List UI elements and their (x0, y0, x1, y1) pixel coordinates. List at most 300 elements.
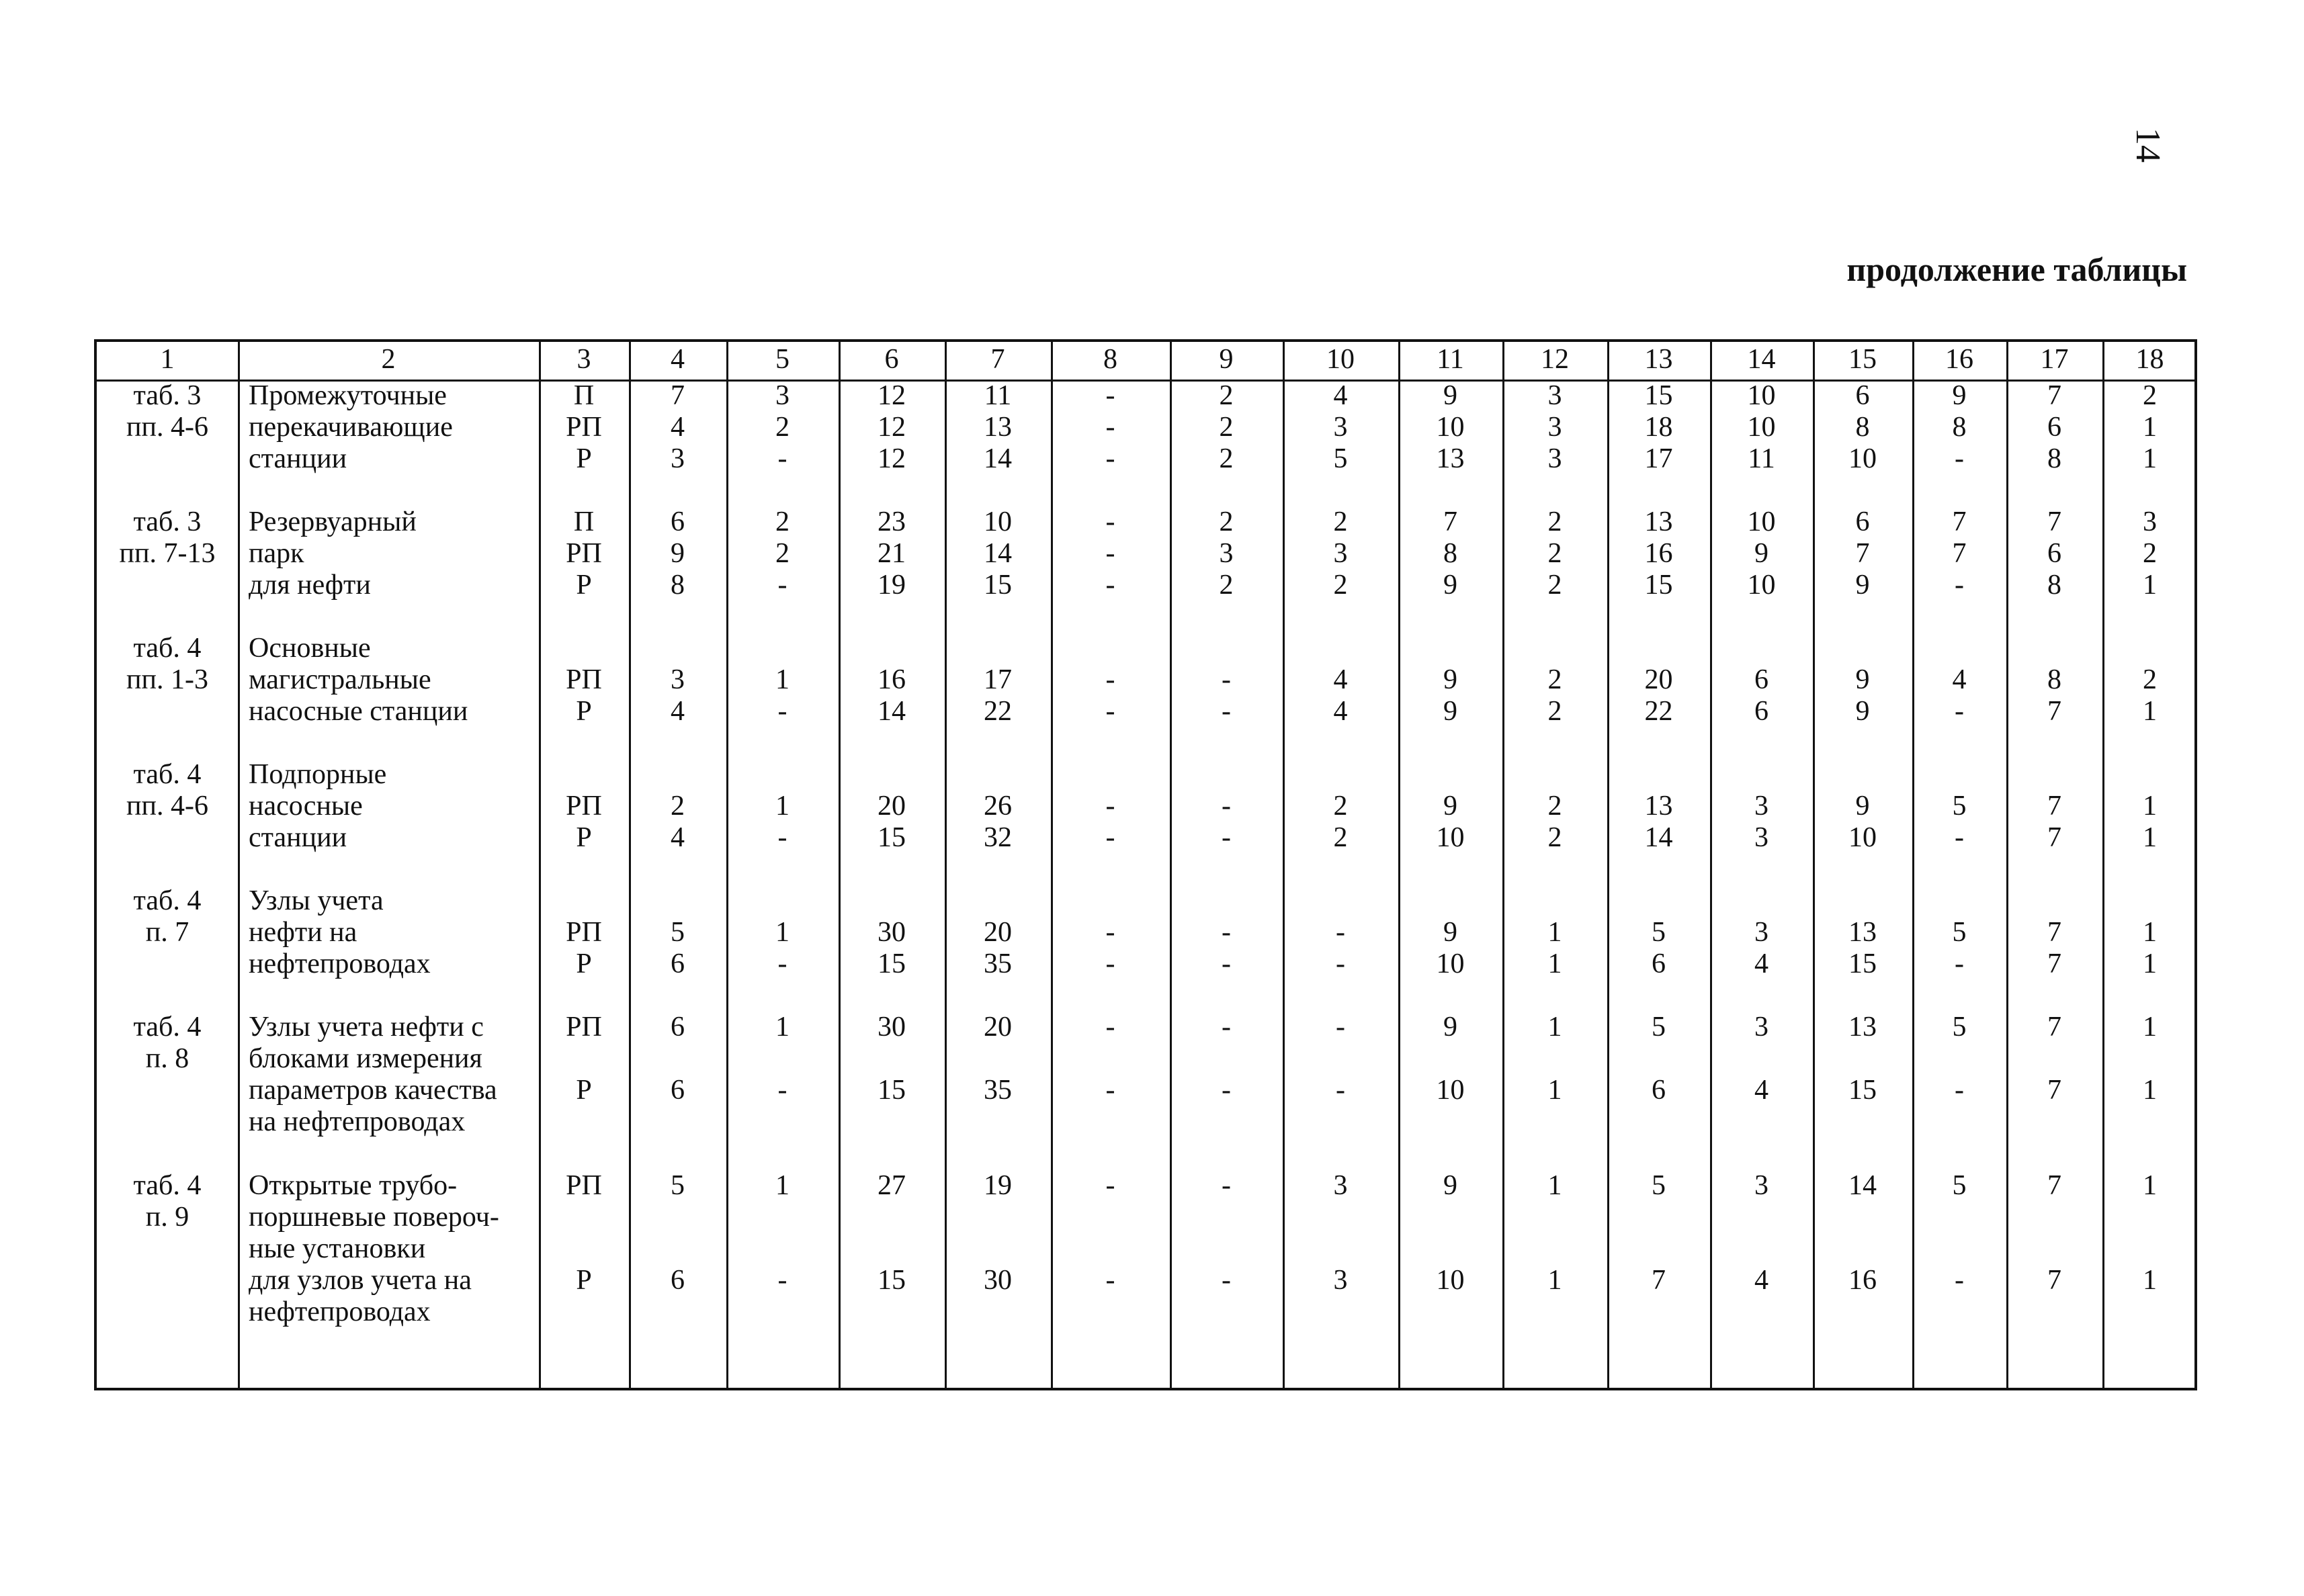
cell-value: 3 (1754, 791, 1768, 822)
column-divider (726, 342, 728, 1388)
cell-value: 15 (878, 822, 906, 853)
column-divider (2006, 342, 2008, 1388)
cell-value: 7 (2047, 822, 2061, 853)
column-header: 7 (990, 344, 1005, 375)
row-name: насосные станции (249, 696, 468, 727)
cell-value: 9 (1443, 380, 1457, 411)
cell-value: 14 (1848, 1170, 1877, 1201)
cell-value: 5 (1652, 917, 1666, 948)
row-ref: пп. 4-6 (126, 412, 208, 443)
cell-value: 7 (2047, 948, 2061, 979)
cell-value: 6 (671, 1265, 685, 1296)
cell-value: - (1105, 380, 1115, 411)
cell-value: 9 (1443, 1012, 1457, 1043)
cell-value: 9 (1443, 696, 1457, 727)
row-code: Р (576, 1075, 592, 1106)
column-divider (945, 342, 947, 1388)
cell-value: 6 (1754, 696, 1768, 727)
row-name: Резервуарный (249, 506, 417, 537)
cell-value: 1 (775, 664, 790, 695)
row-code: РП (566, 412, 602, 443)
cell-value: 20 (878, 791, 906, 822)
row-ref: таб. 4 (133, 1012, 202, 1043)
column-header: 17 (2040, 344, 2069, 375)
row-name: магистральные (249, 664, 431, 695)
cell-value: 18 (1644, 412, 1673, 443)
row-code: РП (566, 1012, 602, 1043)
row-code: Р (576, 1265, 592, 1296)
cell-value: 5 (1652, 1012, 1666, 1043)
cell-value: 1 (775, 1170, 790, 1201)
cell-value: 7 (1952, 506, 1967, 537)
cell-value: - (1955, 1075, 1964, 1106)
cell-value: 3 (1333, 1265, 1348, 1296)
cell-value: 2 (1219, 570, 1234, 601)
cell-value: 1 (2143, 696, 2157, 727)
cell-value: 2 (1333, 506, 1348, 537)
cell-value: 13 (1436, 443, 1465, 474)
cell-value: 1 (2143, 443, 2157, 474)
row-code: Р (576, 570, 592, 601)
column-header: 9 (1219, 344, 1234, 375)
cell-value: 30 (878, 917, 906, 948)
cell-value: - (777, 948, 787, 979)
cell-value: 2 (1333, 570, 1348, 601)
cell-value: 6 (2047, 412, 2061, 443)
cell-value: - (1222, 664, 1231, 695)
cell-value: - (1105, 538, 1115, 569)
row-code: РП (566, 791, 602, 822)
cell-value: - (1105, 1265, 1115, 1296)
cell-value: - (1222, 1265, 1231, 1296)
cell-value: 15 (1848, 1075, 1877, 1106)
cell-value: 6 (1754, 664, 1768, 695)
cell-value: 3 (1219, 538, 1234, 569)
cell-value: 5 (1652, 1170, 1666, 1201)
cell-value: - (777, 1265, 787, 1296)
cell-value: 1 (775, 917, 790, 948)
cell-value: 19 (878, 570, 906, 601)
cell-value: 13 (1644, 506, 1673, 537)
column-divider (1710, 342, 1712, 1388)
cell-value: 20 (984, 1012, 1012, 1043)
cell-value: - (1222, 822, 1231, 853)
row-code: Р (576, 948, 592, 979)
cell-value: 10 (1436, 1265, 1465, 1296)
column-header: 1 (160, 344, 175, 375)
row-name: нефтепроводах (249, 948, 431, 979)
row-code: РП (566, 917, 602, 948)
continuation-title: продолжение таблицы (1846, 251, 2187, 288)
cell-value: 7 (2047, 791, 2061, 822)
row-name: Подпорные (249, 759, 387, 790)
row-ref: таб. 4 (133, 633, 202, 664)
row-ref: п. 9 (145, 1202, 189, 1233)
cell-value: 2 (1219, 412, 1234, 443)
cell-value: 10 (1848, 822, 1877, 853)
column-header: 3 (577, 344, 591, 375)
cell-value: 16 (1644, 538, 1673, 569)
cell-value: 1 (1547, 917, 1562, 948)
cell-value: 10 (1747, 506, 1776, 537)
cell-value: 13 (984, 412, 1012, 443)
cell-value: 6 (1652, 1075, 1666, 1106)
cell-value: 2 (1547, 791, 1562, 822)
cell-value: 6 (671, 1012, 685, 1043)
cell-value: 8 (2047, 443, 2061, 474)
cell-value: 35 (984, 948, 1012, 979)
cell-value: 2 (1547, 822, 1562, 853)
cell-value: 1 (775, 791, 790, 822)
cell-value: 2 (1219, 380, 1234, 411)
cell-value: - (1222, 1170, 1231, 1201)
cell-value: - (1336, 917, 1345, 948)
cell-value: 2 (1547, 538, 1562, 569)
cell-value: 1 (2143, 1170, 2157, 1201)
cell-value: 3 (671, 443, 685, 474)
row-name: для нефти (249, 570, 371, 601)
cell-value: 8 (2047, 664, 2061, 695)
cell-value: - (777, 1075, 787, 1106)
cell-value: 8 (671, 570, 685, 601)
cell-value: - (1105, 443, 1115, 474)
cell-value: - (1222, 1012, 1231, 1043)
cell-value: - (1105, 948, 1115, 979)
cell-value: 23 (878, 506, 906, 537)
cell-value: 15 (984, 570, 1012, 601)
row-name: Промежуточные (249, 380, 447, 411)
cell-value: 4 (1754, 1265, 1768, 1296)
cell-value: 8 (1952, 412, 1967, 443)
cell-value: 12 (878, 443, 906, 474)
cell-value: - (1955, 1265, 1964, 1296)
cell-value: 2 (1547, 696, 1562, 727)
cell-value: 4 (1754, 1075, 1768, 1106)
row-code: П (573, 380, 595, 411)
cell-value: 17 (1644, 443, 1673, 474)
cell-value: 10 (1747, 380, 1776, 411)
cell-value: 10 (1436, 412, 1465, 443)
cell-value: 2 (2143, 664, 2157, 695)
row-name: Узлы учета нефти с (249, 1012, 484, 1043)
row-code: РП (566, 1170, 602, 1201)
row-ref: п. 8 (145, 1043, 189, 1074)
row-name: насосные (249, 791, 363, 822)
row-name: Основные (249, 633, 371, 664)
cell-value: 7 (2047, 1012, 2061, 1043)
column-header: 14 (1747, 344, 1776, 375)
cell-value: 12 (878, 412, 906, 443)
row-name: парк (249, 538, 304, 569)
row-name: для узлов учета на (249, 1265, 472, 1296)
cell-value: 22 (984, 696, 1012, 727)
cell-value: 8 (1855, 412, 1870, 443)
cell-value: 10 (984, 506, 1012, 537)
cell-value: 15 (1644, 570, 1673, 601)
row-ref: таб. 4 (133, 885, 202, 916)
cell-value: 1 (1547, 1075, 1562, 1106)
cell-value: - (777, 822, 787, 853)
cell-value: 5 (1952, 917, 1967, 948)
cell-value: - (1222, 1075, 1231, 1106)
cell-value: 10 (1747, 412, 1776, 443)
cell-value: 16 (878, 664, 906, 695)
cell-value: 1 (2143, 570, 2157, 601)
cell-value: 3 (1547, 380, 1562, 411)
row-code: Р (576, 822, 592, 853)
cell-value: 1 (2143, 917, 2157, 948)
cell-value: 3 (1754, 917, 1768, 948)
cell-value: 1 (2143, 1265, 2157, 1296)
cell-value: 21 (878, 538, 906, 569)
cell-value: 2 (1333, 822, 1348, 853)
cell-value: 1 (2143, 1012, 2157, 1043)
cell-value: 10 (1436, 948, 1465, 979)
cell-value: - (777, 570, 787, 601)
cell-value: 5 (1952, 1012, 1967, 1043)
cell-value: 15 (1848, 948, 1877, 979)
row-name: параметров качества (249, 1075, 497, 1106)
cell-value: 10 (1848, 443, 1877, 474)
row-code: РП (566, 538, 602, 569)
cell-value: - (1222, 917, 1231, 948)
cell-value: 9 (1952, 380, 1967, 411)
row-name: станции (249, 443, 347, 474)
row-ref: таб. 4 (133, 1170, 202, 1201)
row-ref: пп. 1-3 (126, 664, 208, 695)
column-divider (1502, 342, 1504, 1388)
cell-value: 3 (775, 380, 790, 411)
cell-value: 2 (1333, 791, 1348, 822)
column-divider (1283, 342, 1285, 1388)
cell-value: 30 (984, 1265, 1012, 1296)
cell-value: 2 (2143, 538, 2157, 569)
cell-value: 4 (671, 696, 685, 727)
column-divider (1912, 342, 1914, 1388)
column-divider (1170, 342, 1172, 1388)
cell-value: 4 (1952, 664, 1967, 695)
cell-value: - (1105, 664, 1115, 695)
cell-value: 9 (1443, 1170, 1457, 1201)
cell-value: 3 (1333, 412, 1348, 443)
cell-value: - (1336, 1075, 1345, 1106)
row-name: блоками измерения (249, 1043, 482, 1074)
cell-value: 14 (878, 696, 906, 727)
cell-value: 3 (1547, 443, 1562, 474)
cell-value: 26 (984, 791, 1012, 822)
cell-value: 2 (1547, 664, 1562, 695)
cell-value: 15 (878, 1265, 906, 1296)
cell-value: 7 (671, 380, 685, 411)
row-ref: таб. 4 (133, 759, 202, 790)
cell-value: 1 (1547, 1170, 1562, 1201)
column-header: 18 (2135, 344, 2164, 375)
cell-value: 1 (1547, 948, 1562, 979)
cell-value: 1 (2143, 412, 2157, 443)
cell-value: 6 (1855, 506, 1870, 537)
cell-value: 10 (1436, 1075, 1465, 1106)
cell-value: 6 (671, 948, 685, 979)
cell-value: 3 (671, 664, 685, 695)
cell-value: 4 (671, 822, 685, 853)
cell-value: - (1222, 948, 1231, 979)
column-header: 13 (1644, 344, 1673, 375)
page-number: 14 (2129, 128, 2167, 163)
cell-value: 9 (1855, 664, 1870, 695)
cell-value: - (1955, 696, 1964, 727)
cell-value: 15 (878, 948, 906, 979)
row-ref: таб. 3 (133, 380, 202, 411)
cell-value: 4 (1333, 664, 1348, 695)
cell-value: 6 (671, 1075, 685, 1106)
cell-value: 1 (1547, 1012, 1562, 1043)
cell-value: - (1105, 791, 1115, 822)
cell-value: 7 (2047, 1265, 2061, 1296)
cell-value: 1 (2143, 791, 2157, 822)
cell-value: 16 (1848, 1265, 1877, 1296)
row-name: ные установки (249, 1233, 426, 1264)
row-code: Р (576, 443, 592, 474)
cell-value: - (777, 443, 787, 474)
cell-value: 2 (1219, 506, 1234, 537)
column-divider (238, 342, 240, 1388)
cell-value: 14 (984, 538, 1012, 569)
cell-value: 10 (1436, 822, 1465, 853)
cell-value: 7 (2047, 696, 2061, 727)
cell-value: 9 (1443, 791, 1457, 822)
cell-value: 5 (671, 1170, 685, 1201)
cell-value: 7 (2047, 1170, 2061, 1201)
cell-value: 14 (1644, 822, 1673, 853)
cell-value: 2 (775, 506, 790, 537)
cell-value: 9 (1855, 696, 1870, 727)
cell-value: 9 (1443, 664, 1457, 695)
cell-value: 1 (2143, 948, 2157, 979)
cell-value: 7 (2047, 917, 2061, 948)
cell-value: 7 (2047, 1075, 2061, 1106)
cell-value: 2 (2143, 380, 2157, 411)
row-name: Открытые трубо- (249, 1170, 458, 1201)
column-divider (629, 342, 631, 1388)
cell-value: 20 (1644, 664, 1673, 695)
cell-value: - (1105, 506, 1115, 537)
cell-value: 2 (1219, 443, 1234, 474)
column-header: 12 (1541, 344, 1569, 375)
cell-value: 12 (878, 380, 906, 411)
cell-value: - (1105, 1012, 1115, 1043)
cell-value: - (1955, 570, 1964, 601)
column-divider (1813, 342, 1815, 1388)
cell-value: 17 (984, 664, 1012, 695)
cell-value: 5 (1333, 443, 1348, 474)
column-header: 2 (381, 344, 396, 375)
column-divider (1398, 342, 1400, 1388)
cell-value: 8 (2047, 570, 2061, 601)
cell-value: 4 (671, 412, 685, 443)
cell-value: 5 (671, 917, 685, 948)
cell-value: - (1222, 696, 1231, 727)
column-divider (839, 342, 841, 1388)
row-name: поршневые повероч- (249, 1202, 499, 1233)
cell-value: 13 (1848, 1012, 1877, 1043)
row-name: нефтепроводах (249, 1296, 431, 1327)
cell-value: 4 (1333, 696, 1348, 727)
column-header: 15 (1848, 344, 1877, 375)
row-ref: п. 7 (145, 917, 189, 948)
column-divider (539, 342, 541, 1388)
cell-value: 7 (2047, 380, 2061, 411)
cell-value: - (1955, 822, 1964, 853)
cell-value: 9 (1855, 570, 1870, 601)
cell-value: - (1336, 948, 1345, 979)
cell-value: 3 (1333, 538, 1348, 569)
cell-value: 3 (1547, 412, 1562, 443)
cell-value: 15 (1644, 380, 1673, 411)
column-divider (2102, 342, 2104, 1388)
cell-value: 2 (775, 412, 790, 443)
cell-value: 2 (1547, 570, 1562, 601)
column-header: 8 (1103, 344, 1117, 375)
cell-value: 3 (1754, 822, 1768, 853)
cell-value: 5 (1952, 791, 1967, 822)
row-name: перекачивающие (249, 412, 453, 443)
cell-value: 3 (1333, 1170, 1348, 1201)
cell-value: - (1105, 1075, 1115, 1106)
column-header: 16 (1945, 344, 1973, 375)
cell-value: - (1105, 917, 1115, 948)
cell-value: 1 (2143, 822, 2157, 853)
cell-value: 13 (1848, 917, 1877, 948)
cell-value: 9 (1855, 791, 1870, 822)
cell-value: - (1105, 822, 1115, 853)
cell-value: 13 (1644, 791, 1673, 822)
cell-value: 7 (1952, 538, 1967, 569)
cell-value: 3 (1754, 1012, 1768, 1043)
cell-value: 9 (671, 538, 685, 569)
cell-value: 4 (1333, 380, 1348, 411)
row-name: станции (249, 822, 347, 853)
cell-value: 2 (671, 791, 685, 822)
cell-value: 7 (1855, 538, 1870, 569)
column-header: 10 (1326, 344, 1355, 375)
cell-value: 7 (2047, 506, 2061, 537)
row-code: П (573, 506, 595, 537)
row-ref: пп. 7-13 (119, 538, 216, 569)
cell-value: 10 (1747, 570, 1776, 601)
cell-value: 27 (878, 1170, 906, 1201)
cell-value: 9 (1443, 570, 1457, 601)
row-ref: пп. 4-6 (126, 791, 208, 822)
cell-value: 11 (1748, 443, 1775, 474)
cell-value: - (777, 696, 787, 727)
row-name: на нефтепроводах (249, 1106, 466, 1137)
cell-value: 5 (1952, 1170, 1967, 1201)
cell-value: 20 (984, 917, 1012, 948)
cell-value: 1 (775, 1012, 790, 1043)
column-header: 5 (775, 344, 790, 375)
row-name: нефти на (249, 917, 357, 948)
cell-value: - (1105, 1170, 1115, 1201)
cell-value: 30 (878, 1012, 906, 1043)
cell-value: 15 (878, 1075, 906, 1106)
column-header: 4 (671, 344, 685, 375)
cell-value: 2 (775, 538, 790, 569)
cell-value: - (1105, 570, 1115, 601)
row-name: Узлы учета (249, 885, 384, 916)
cell-value: 6 (1652, 948, 1666, 979)
cell-value: 22 (1644, 696, 1673, 727)
cell-value: 4 (1754, 948, 1768, 979)
